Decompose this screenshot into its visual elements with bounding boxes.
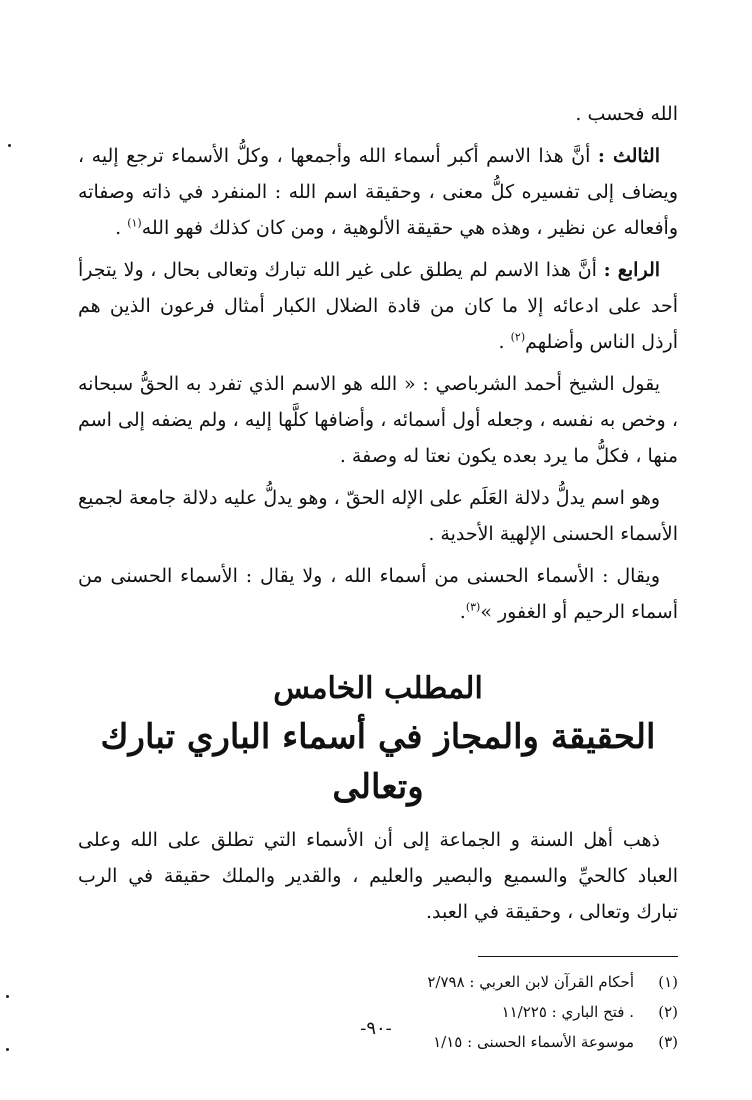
paragraph-fourth-point: الرابع : أنَّ هذا الاسم لم يطلق على غير الله تبارك وتعالى بحال ، ولا يتجرأ أحد على ادعائه إلا ما كان من قادة الضلال الكبار أمثال فرعون الذين هم أرذل الناس وأضلهم$^{(٢)}$ . [78, 259, 678, 353]
point-label-third: الثالث : [597, 145, 660, 167]
paragraph-0: الله فحسب . [575, 103, 678, 125]
footnote-text: أحكام القرآن لابن العربي : ٢/٧٩٨ [427, 973, 634, 991]
scan-speck [6, 1048, 9, 1051]
page-body [78, 96, 678, 1057]
paragraph-section-body: ذهب أهل السنة و الجماعة إلى أن الأسماء التي تطلق على الله وعلى العباد كالحيِّ والسميع والبصير والعليم ، والقدير والملك حقيقة في الرب تبارك وتعالى ، وحقيقة في العبد. [78, 829, 678, 923]
footnote-ref-3: (٣) [465, 600, 481, 614]
section-heading-line-2: الحقيقة والمجاز في أسماء الباري تبارك وتعالى [100, 717, 656, 807]
footnote-number: (٣) [658, 1033, 678, 1051]
footnote-ref-2: (٢) [510, 330, 526, 344]
scan-speck [8, 144, 11, 147]
footnote-1 [78, 967, 678, 997]
paragraph-third-point: الثالث : أنَّ هذا الاسم أكبر أسماء الله وأجمعها ، وكلُّ الأسماء ترجع إليه ، ويضاف إلى تفسيره كلُّ معنى ، وحقيقة اسم الله : المنفرد في ذاته وصفاته وأفعاله عن نظير ، وهذه هي حقيقة الألوهية ، ومن كان كذلك فهو الله$^{(١)}$ . [78, 145, 678, 239]
footnote-ref-1: (١) [127, 216, 142, 230]
footnote-text: موسوعة الأسماء الحسنى : ١/١٥ [433, 1033, 634, 1051]
page-number: -٩٠- [360, 1018, 392, 1039]
footnote-separator [478, 956, 678, 957]
footnote-number: (٢) [658, 1003, 678, 1021]
paragraph-quote-end: ويقال : الأسماء الحسنى من أسماء الله ، ولا يقال : الأسماء الحسنى من أسماء الرحيم أو الغفور »$^{(٣)}$. [78, 565, 678, 623]
paragraph-quote-continued: وهو اسم يدلُّ دلالة العَلَم على الإله الحقّ ، وهو يدلُّ عليه دلالة جامعة لجميع الأسماء الحسنى الإلهية الأحدية . [78, 487, 678, 545]
footnote-number: (١) [658, 973, 678, 991]
point-label-fourth: الرابع : [603, 259, 661, 281]
scan-speck [6, 995, 9, 998]
section-heading [78, 666, 678, 812]
footnote-text: . فتح الباري : ١١/٢٢٥ [501, 1003, 634, 1021]
paragraph-sharabasi-quote: يقول الشيخ أحمد الشرباصي : « الله هو الاسم الذي تفرد به الحقُّ سبحانه ، وخص به نفسه ، وجعله أول أسمائه ، وأضافها كلَّها إليه ، ولم يضفه إلى اسم منها ، فكلُّ ما يرد بعده يكون نعتا له وصفة . [78, 373, 678, 467]
footnotes [78, 967, 678, 1057]
section-heading-line-1: المطلب الخامس [273, 671, 483, 706]
